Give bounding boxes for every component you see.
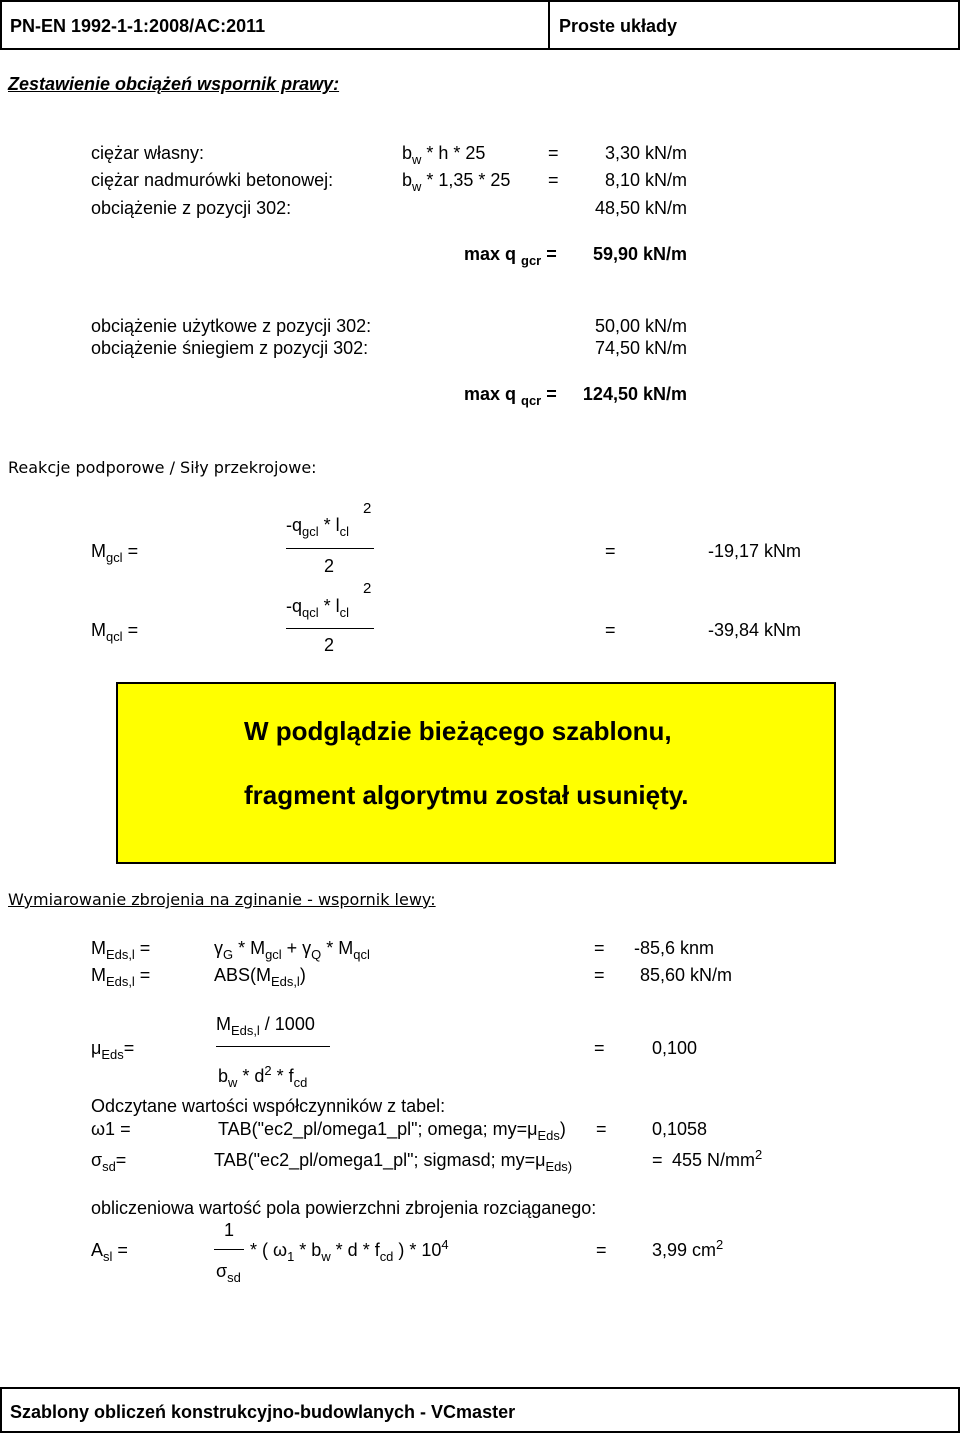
med1-m: M	[91, 938, 106, 958]
coef-title: Odczytane wartości współczynników z tabel:	[91, 1096, 446, 1116]
med2-eq: =	[594, 965, 605, 985]
mu-sub: Eds	[101, 1046, 124, 1062]
formula-sub: w	[412, 178, 422, 194]
omega-eq: =	[596, 1119, 607, 1139]
reactions-title: Reakcje podporowe / Siły przekrojowe:	[8, 458, 317, 477]
m-qcl-sub: qcl	[353, 946, 370, 962]
omega-value: 0,1058	[652, 1119, 708, 1139]
gamma-q: γ	[302, 938, 312, 958]
load-label-pos302: obciążenie z pozycji 302:	[91, 198, 292, 218]
sigma-lhs	[91, 1150, 127, 1174]
sigma-value	[672, 1146, 763, 1171]
mq-lhs-sub: qcl	[106, 628, 123, 644]
as-numerator: 1	[224, 1220, 235, 1240]
omega-lhs: ω1 =	[91, 1119, 131, 1139]
max-q-label	[464, 384, 557, 408]
med1-sub: Eds,l	[106, 946, 135, 962]
med2-sub: Eds,l	[106, 973, 135, 989]
mg-numerator	[286, 515, 349, 539]
formula-b: b	[402, 143, 413, 163]
header-category-box	[548, 0, 960, 50]
med1-eq-sign: =	[134, 938, 151, 958]
max-g-prefix: max q	[464, 244, 517, 264]
as-den-sub: sd	[227, 1269, 241, 1285]
as-expr-ten: ) * 10	[393, 1240, 442, 1260]
mg-fraction-line	[286, 548, 374, 549]
mg-lhs	[91, 541, 139, 565]
abs-func-sub: Eds,l	[271, 973, 300, 989]
mg-denominator: 2	[324, 556, 335, 576]
mq-numerator	[286, 596, 349, 620]
load-formula-overwall	[402, 170, 511, 194]
med1-value: -85,6 knm	[634, 938, 715, 958]
mu-den-d: * d	[237, 1066, 265, 1086]
mu-denominator	[218, 1062, 308, 1090]
sigma-eq-sign: =	[115, 1150, 127, 1170]
load-label-live: obciążenie użytkowe z pozycji 302:	[91, 316, 372, 336]
mg-num-l: * l	[318, 515, 340, 535]
gamma-g-sub: G	[223, 946, 234, 962]
load-value-pos302: 48,50 kN/m	[594, 198, 687, 218]
notice-line-1: W podglądzie bieżącego szablonu,	[244, 716, 672, 746]
mg-num-q-sub: gcl	[302, 523, 319, 539]
max-g-eq: =	[541, 244, 557, 264]
max-q-value: 124,50 kN/m	[582, 384, 687, 404]
preview-notice-box	[116, 682, 836, 864]
as-den-sigma: σ	[216, 1261, 228, 1281]
load-value-live: 50,00 kN/m	[594, 316, 687, 336]
as-a-sub: sl	[103, 1248, 113, 1264]
load-label-self-weight: ciężar własny:	[91, 143, 205, 163]
med1-formula	[214, 938, 370, 962]
mg-eq: =	[605, 541, 616, 561]
omega-func-sub: Eds	[537, 1127, 560, 1143]
sigma-eq: =	[652, 1150, 663, 1170]
as-value-num: 3,99 cm	[652, 1240, 717, 1260]
as-a: A	[91, 1240, 104, 1260]
footer-text: Szablony obliczeń konstrukcyjno-budowlanych - VCmaster	[10, 1402, 516, 1422]
mu-fraction-line	[216, 1046, 330, 1047]
load-value-overwall: 8,10 kN/m	[604, 170, 687, 190]
as-value-exp: 2	[716, 1236, 724, 1252]
omega-func-close: )	[559, 1119, 566, 1139]
sigma-sub: sd	[102, 1158, 116, 1174]
as-denominator	[216, 1261, 241, 1285]
sigma-func: TAB("ec2_pl/omega1_pl"; sigmasd; my=μ	[214, 1150, 546, 1170]
mg-value: -19,17 kNm	[707, 541, 801, 561]
mu-den-f: * f	[271, 1066, 294, 1086]
mq-lhs-m: M	[91, 620, 106, 640]
as-expr-f: * d * f	[330, 1240, 380, 1260]
mu-num-rest: / 1000	[259, 1014, 315, 1034]
mq-denominator: 2	[324, 635, 335, 655]
max-q-sub: qcr	[521, 392, 542, 408]
design-title: Wymiarowanie zbrojenia na zginanie - wspornik lewy:	[8, 890, 436, 909]
formula-rest: * h * 25	[421, 143, 486, 163]
notice-line-2: fragment algorytmu został usunięty.	[244, 780, 689, 810]
gamma-q-sub: Q	[311, 946, 322, 962]
as-expr-b-sub: w	[321, 1248, 331, 1264]
sigma-value-num: 455 N/mm	[672, 1150, 756, 1170]
max-g-sub: gcr	[521, 252, 542, 268]
m-qcl: * M	[321, 938, 354, 958]
mg-lhs-eq: =	[122, 541, 139, 561]
as-expr-omega: * ( ω	[250, 1240, 288, 1260]
mq-num-q: -q	[286, 596, 303, 616]
mu-num-sub: Eds,l	[231, 1022, 260, 1038]
area-title: obliczeniowa wartość pola powierzchni zbrojenia rozciąganego:	[91, 1198, 597, 1218]
mq-lhs-eq: =	[122, 620, 139, 640]
mq-exponent: 2	[363, 580, 372, 597]
mu-value: 0,100	[652, 1038, 698, 1058]
as-eq: =	[596, 1240, 607, 1260]
mu-num-m: M	[216, 1014, 231, 1034]
abs-func: ABS(M	[214, 965, 272, 985]
formula-b: b	[402, 170, 413, 190]
mu-den-exp: 2	[264, 1062, 272, 1078]
omega-formula	[218, 1119, 566, 1143]
max-g-label	[464, 244, 557, 268]
mu-eq-sign: =	[123, 1038, 135, 1058]
header-standard: PN-EN 1992-1-1:2008/AC:2011	[10, 16, 266, 36]
formula-sub: w	[412, 151, 422, 167]
med2-formula	[214, 965, 306, 989]
as-expr-f-sub: cd	[379, 1248, 394, 1264]
mu-den-b-sub: w	[228, 1074, 238, 1090]
mg-num-l-sub: cl	[339, 523, 349, 539]
as-value	[652, 1236, 724, 1261]
mq-num-q-sub: qcl	[302, 604, 319, 620]
mu-den-f-sub: cd	[293, 1074, 308, 1090]
as-expr-exp: 4	[441, 1236, 449, 1252]
mq-num-l: * l	[318, 596, 340, 616]
m-gcl: * M	[233, 938, 266, 958]
med1-eq: =	[594, 938, 605, 958]
mq-lhs	[91, 620, 139, 644]
load-formula-self-weight	[402, 143, 486, 167]
max-q-prefix: max q	[464, 384, 517, 404]
load-label-snow: obciążenie śniegiem z pozycji 302:	[91, 338, 369, 358]
max-g-value: 59,90 kN/m	[592, 244, 687, 264]
abs-func-close: )	[299, 965, 306, 985]
omega-func: TAB("ec2_pl/omega1_pl"; omega; my=μ	[218, 1119, 538, 1139]
mq-num-l-sub: cl	[339, 604, 349, 620]
mg-lhs-m: M	[91, 541, 106, 561]
mg-lhs-sub: gcl	[106, 549, 123, 565]
as-expr-b: * b	[294, 1240, 322, 1260]
m-gcl-sub: gcl	[265, 946, 282, 962]
footer-box	[0, 1387, 960, 1433]
mg-num-q: -q	[286, 515, 303, 535]
as-lhs	[91, 1240, 128, 1264]
load-eq-overwall: =	[548, 170, 559, 190]
med1-lhs	[91, 938, 151, 962]
med2-lhs	[91, 965, 151, 989]
mq-value: -39,84 kNm	[707, 620, 801, 640]
mu-numerator	[216, 1014, 315, 1038]
header-standard-box	[0, 0, 550, 50]
sigma-func-sub: Eds)	[545, 1158, 573, 1174]
sigma-formula	[214, 1150, 573, 1174]
as-expression	[250, 1236, 449, 1264]
plus-sign: +	[281, 938, 303, 958]
sigma-symbol: σ	[91, 1150, 103, 1170]
med2-eq-sign: =	[134, 965, 151, 985]
gamma-g: γ	[214, 938, 223, 958]
med2-m: M	[91, 965, 106, 985]
loads-title: Zestawienie obciążeń wspornik prawy:	[8, 74, 340, 94]
mu-symbol: μ	[91, 1038, 102, 1058]
max-q-eq: =	[541, 384, 557, 404]
sigma-value-exp: 2	[755, 1146, 763, 1162]
mg-exponent: 2	[363, 500, 372, 517]
mq-eq: =	[605, 620, 616, 640]
mu-lhs	[91, 1038, 135, 1062]
load-eq-self-weight: =	[548, 143, 559, 163]
header-category: Proste układy	[559, 16, 678, 36]
load-label-overwall: ciężar nadmurówki betonowej:	[91, 170, 334, 190]
load-value-snow: 74,50 kN/m	[594, 338, 687, 358]
med2-value: 85,60 kN/m	[640, 965, 733, 985]
as-fraction-line	[214, 1249, 244, 1250]
as-expr-omega-sub: 1	[287, 1248, 295, 1264]
mu-eq: =	[594, 1038, 605, 1058]
mq-fraction-line	[286, 628, 374, 629]
as-eq-sign: =	[112, 1240, 128, 1260]
load-value-self-weight: 3,30 kN/m	[604, 143, 687, 163]
mu-den-b: b	[218, 1066, 229, 1086]
formula-rest: * 1,35 * 25	[421, 170, 511, 190]
